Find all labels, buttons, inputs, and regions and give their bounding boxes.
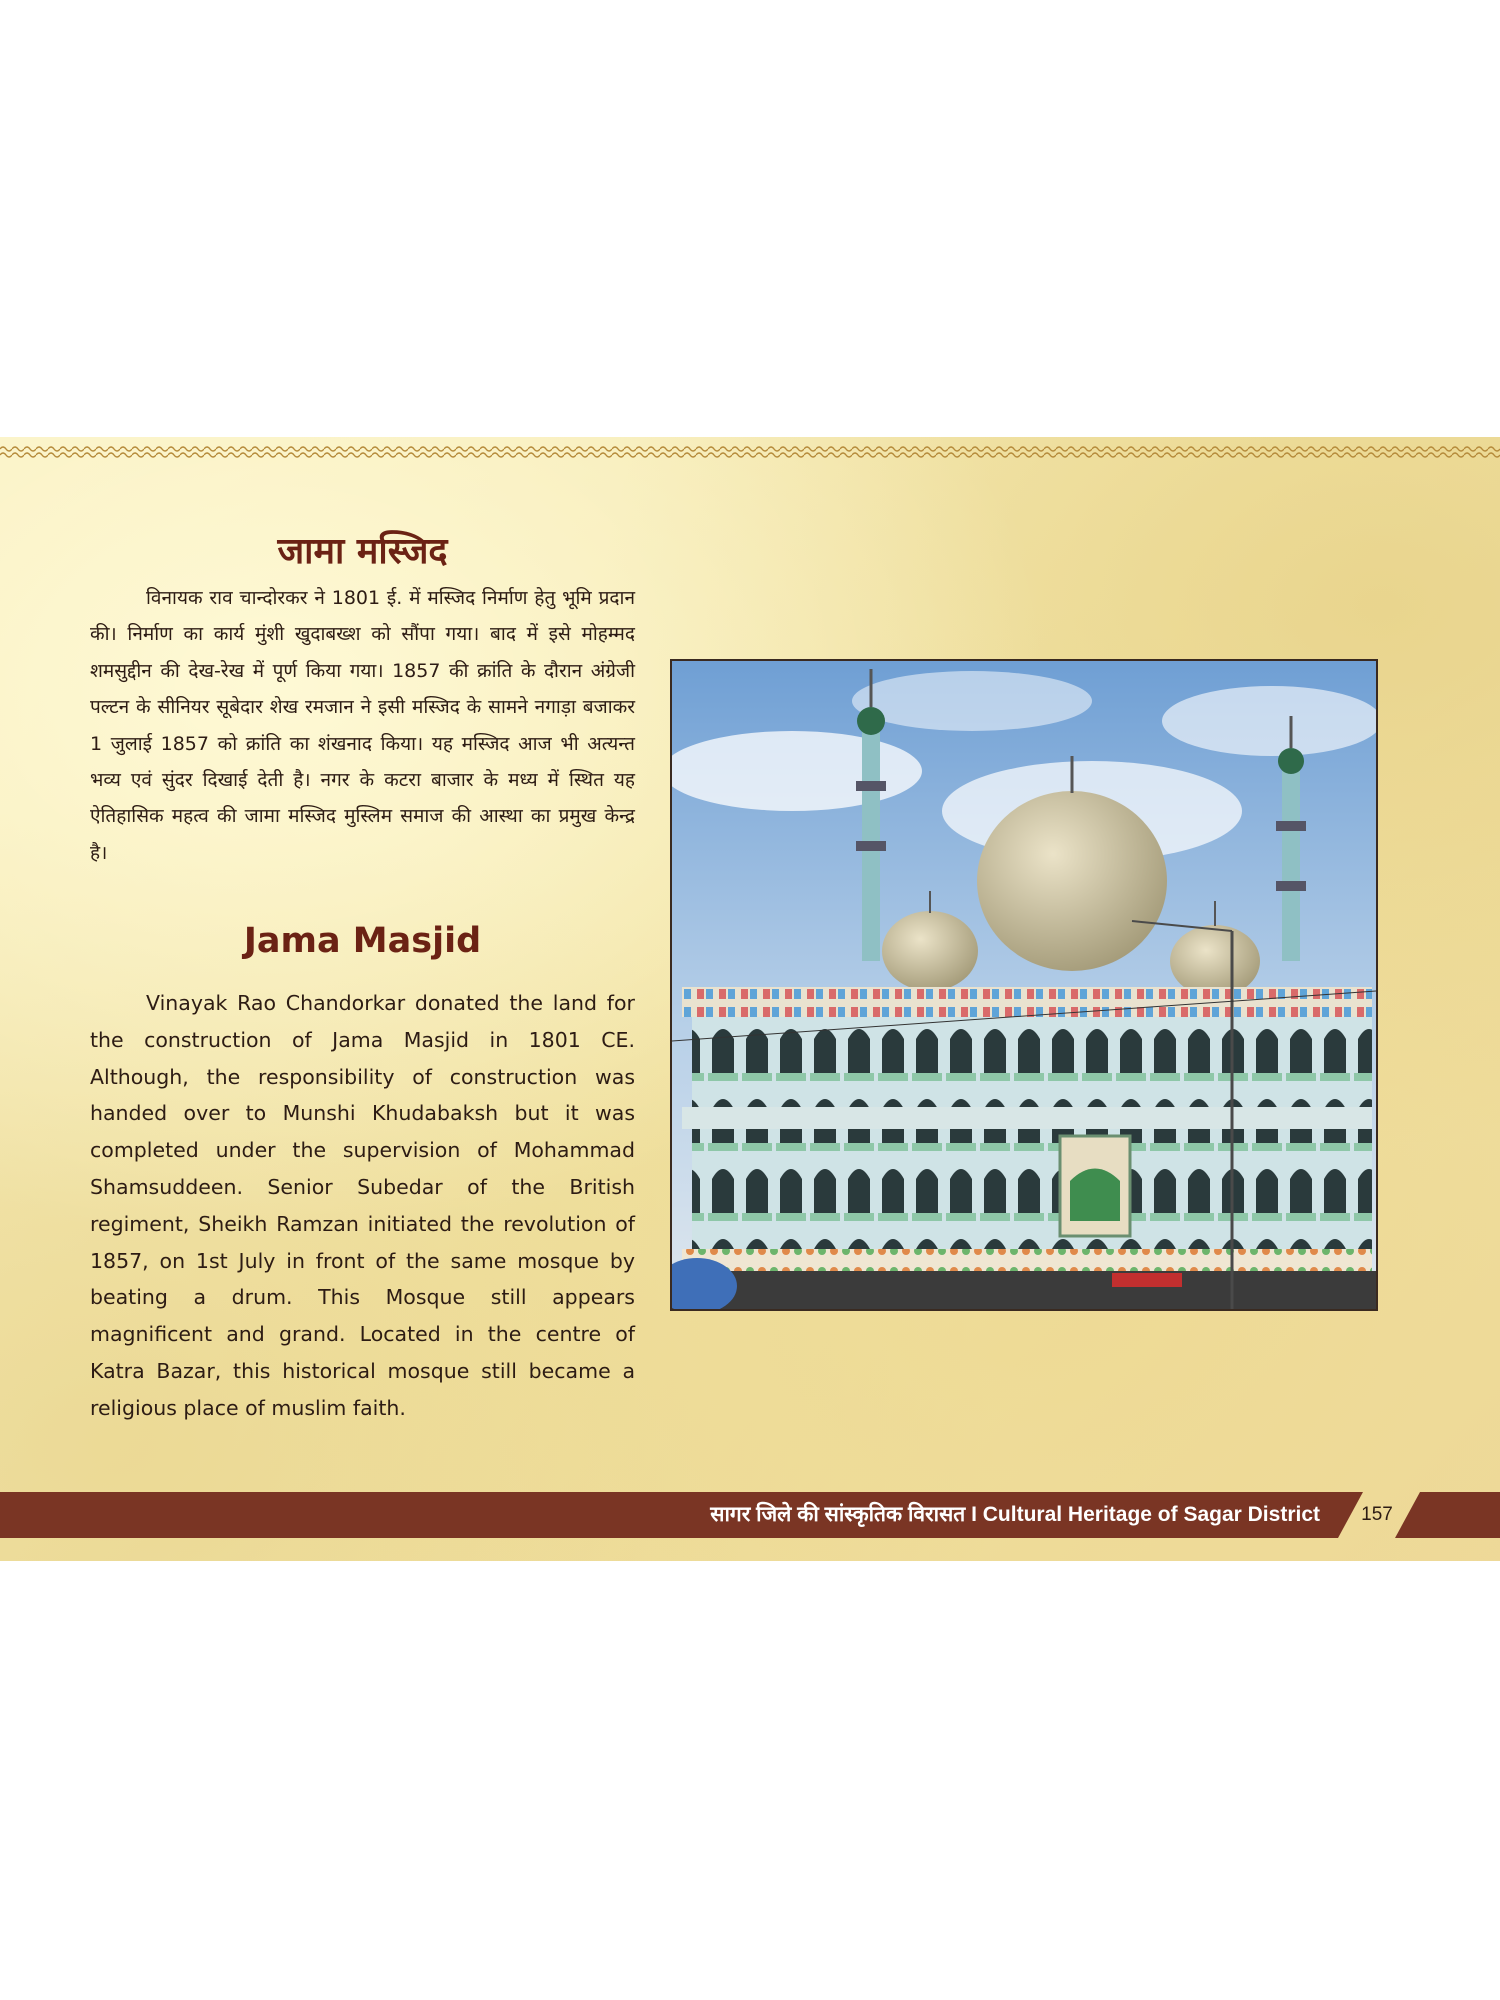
hindi-paragraph: विनायक राव चान्दोरकर ने 1801 ई. में मस्जिद निर्माण हेतु भूमि प्रदान की। निर्माण का कार्य मुंशी खुदाबख्श को सौंपा गया। बाद में इसे मोहम्मद शमसुद्दीन की देख-रेख में पूर्ण किया गया। 1857 की क्रांति के दौरान अंग्रेजी पल्टन के सीनियर सूबेदार शेख रमजान ने इसी मस्जिद के सामने नगाड़ा बजाकर 1 जुलाई 1857 को क्रांति का शंखनाद किया। यह मस्जिद आज भी अत्यन्त भव्य एवं सुंदर दिखाई देती है। नगर के कटरा बाजार के मध्य में स्थित यह ऐतिहासिक महत्व की जामा मस्जिद मुस्लिम समाज की आस्था का प्रमुख केन्द्र है। — [90, 587, 635, 864]
footer-title: सागर जिले की सांस्कृतिक विरासत I Cultural Heritage of Sagar District — [710, 1503, 1320, 1526]
book-page — [0, 437, 1500, 1561]
hindi-title: जामा मस्जिद — [277, 531, 448, 572]
decorative-wave-border — [0, 443, 1500, 461]
mosque-photo — [670, 659, 1378, 1311]
english-paragraph: Vinayak Rao Chandorkar donated the land for the construction of Jama Masjid in 1801 CE. Although, the responsibility of construction was handed over to Munshi Khudabaksh but it was completed under the supervision of Mohammad Shamsuddeen. Senior Subedar of the British regiment, Sheikh Ramzan initiated the revolution of 1857, on 1st July in front of the same mosque by beating a drum. This Mosque still appears magnificent and grand. Located in the centre of Katra Bazar, this historical mosque still became a religious place of muslim faith. — [90, 991, 635, 1420]
page-number: 157 — [1361, 1504, 1393, 1525]
english-title: Jama Masjid — [243, 921, 482, 961]
